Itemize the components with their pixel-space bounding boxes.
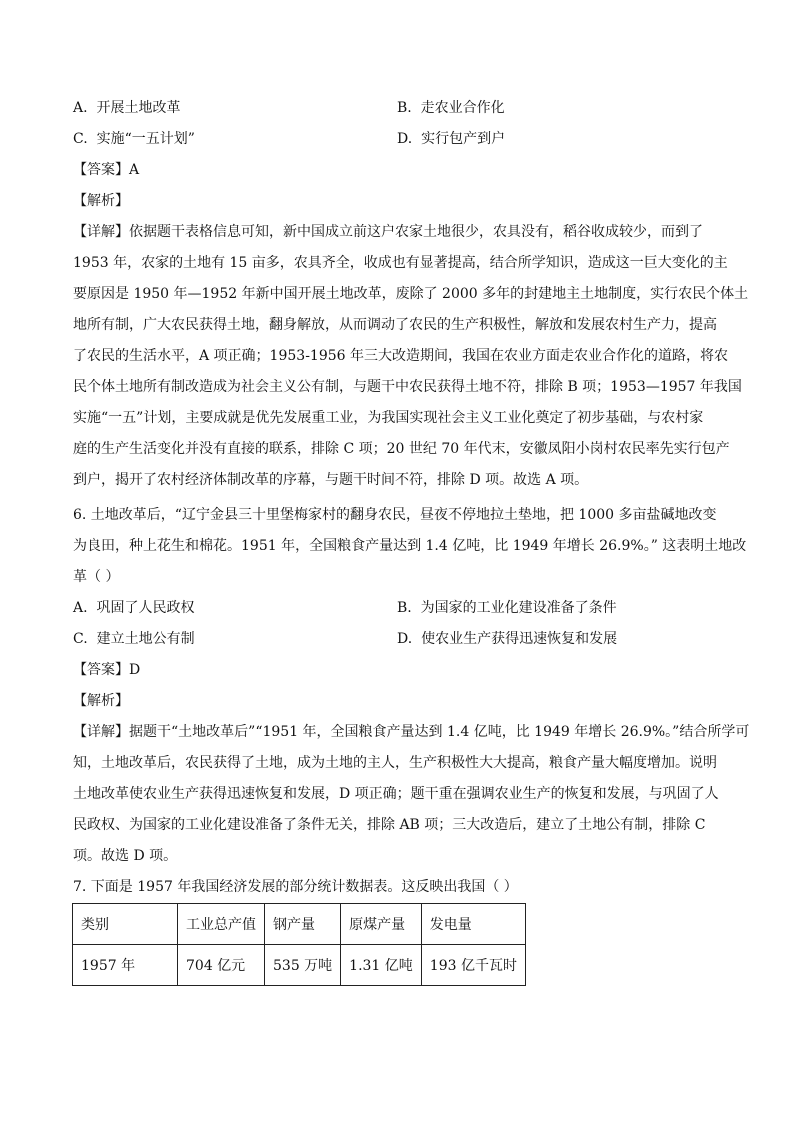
- q5-answer: 【答案】A: [73, 162, 140, 178]
- q5-detail-line: 庭的生产生活变化并没有直接的联系，排除 C 项；20 世纪 70 年代末，安徽凤阳小岗村农民率先实行包产: [73, 441, 730, 457]
- q6-detail-line: 土地改革使农业生产获得迅速恢复和发展，D 项正确；题干重在强调农业生产的恢复和发展，与巩固了人: [73, 786, 719, 802]
- q5-analysis-heading: 【解析】: [73, 193, 129, 209]
- q6-option-c: C. 建立土地公有制: [73, 631, 195, 647]
- q6-option-d: D. 使农业生产获得迅速恢复和发展: [397, 631, 618, 647]
- table-cell: 1957 年: [73, 945, 178, 986]
- q5-detail-line: 【详解】依据题干表格信息可知，新中国成立前这户农家土地很少，农具没有，稻谷收成较少，而到了: [73, 224, 703, 240]
- q6-stem-line: 为良田，种上花生和棉花。1951 年，全国粮食产量达到 1.4 亿吨，比 1949 年增长 26.9%。” 这表明土地改: [73, 538, 747, 554]
- q6-detail-line: 知，土地改革后，农民获得了土地，成为土地的主人，生产积极性大大提高，粮食产量大幅度增加。说明: [73, 755, 717, 771]
- q5-detail-line: 实施“一五”计划，主要成就是优先发展重工业，为我国实现社会主义工业化奠定了初步基础，与农村家: [73, 410, 704, 426]
- q6-detail-line: 项。故选 D 项。: [73, 848, 178, 864]
- q6-option-a: A. 巩固了人民政权: [73, 600, 195, 616]
- q5-detail-line: 要原因是 1950 年—1952 年新中国开展土地改革，废除了 2000 多年的封建地主土地制度，实行农民个体土: [73, 286, 749, 302]
- q6-stem: [73, 505, 747, 598]
- q5-detail-line: 了农民的生活水平，A 项正确；1953-1956 年三大改造期间，我国在农业方面走农业合作化的道路，将农: [73, 348, 728, 364]
- q5-detail: [73, 222, 749, 501]
- table-header-cell: 发电量: [421, 904, 525, 945]
- q6-option-b: B. 为国家的工业化建设准备了条件: [397, 600, 617, 616]
- q7-stats-table: [72, 903, 526, 986]
- table-header-cell: 原煤产量: [341, 904, 422, 945]
- q7-stem: 7. 下面是 1957 年我国经济发展的部分统计数据表。这反映出我国（ ）: [73, 879, 518, 895]
- q6-stem-line: 革（ ）: [73, 569, 120, 585]
- table-row: [73, 945, 526, 986]
- table-cell: 704 亿元: [178, 945, 265, 986]
- q5-option-c: C. 实施“一五计划”: [73, 131, 195, 147]
- table-header-cell: 钢产量: [265, 904, 341, 945]
- q5-option-b: B. 走农业合作化: [397, 100, 505, 116]
- q6-answer: 【答案】D: [73, 662, 141, 678]
- table-header-row: [73, 904, 526, 945]
- table-cell: 1.31 亿吨: [341, 945, 422, 986]
- q6-detail-line: 民政权、为国家的工业化建设准备了条件无关，排除 AB 项；三大改造后，建立了土地公有制，排除 C: [73, 817, 706, 833]
- q5-option-d: D. 实行包产到户: [397, 131, 506, 147]
- table-header-cell: 工业总产值: [178, 904, 265, 945]
- q5-option-a: A. 开展土地改革: [73, 100, 181, 116]
- q6-stem-line: 6. 土地改革后，“辽宁金县三十里堡梅家村的翻身农民，昼夜不停地拉土垫地，把 1000 多亩盐碱地改变: [73, 507, 717, 523]
- q6-detail-line: 【详解】据题干“土地改革后”“1951 年，全国粮食产量达到 1.4 亿吨，比 1949 年增长 26.9%。”结合所学可: [73, 724, 750, 740]
- q5-detail-line: 民个体土地所有制改造成为社会主义公有制，与题干中农民获得土地不符，排除 B 项；1953—1957 年我国: [73, 379, 742, 395]
- table-header-cell: 类别: [73, 904, 178, 945]
- q6-detail: [73, 722, 750, 877]
- q5-detail-line: 地所有制，广大农民获得土地，翻身解放，从而调动了农民的生产积极性，解放和发展农村生产力，提高: [73, 317, 717, 333]
- table-cell: 535 万吨: [265, 945, 341, 986]
- q5-detail-line: 1953 年，农家的土地有 15 亩多，农具齐全，收成也有显著提高，结合所学知识，造成这一巨大变化的主: [73, 255, 728, 271]
- q6-analysis-heading: 【解析】: [73, 693, 129, 709]
- q5-detail-line: 到户，揭开了农村经济体制改革的序幕，与题干时间不符，排除 D 项。故选 A 项。: [73, 472, 589, 488]
- table-cell: 193 亿千瓦时: [421, 945, 525, 986]
